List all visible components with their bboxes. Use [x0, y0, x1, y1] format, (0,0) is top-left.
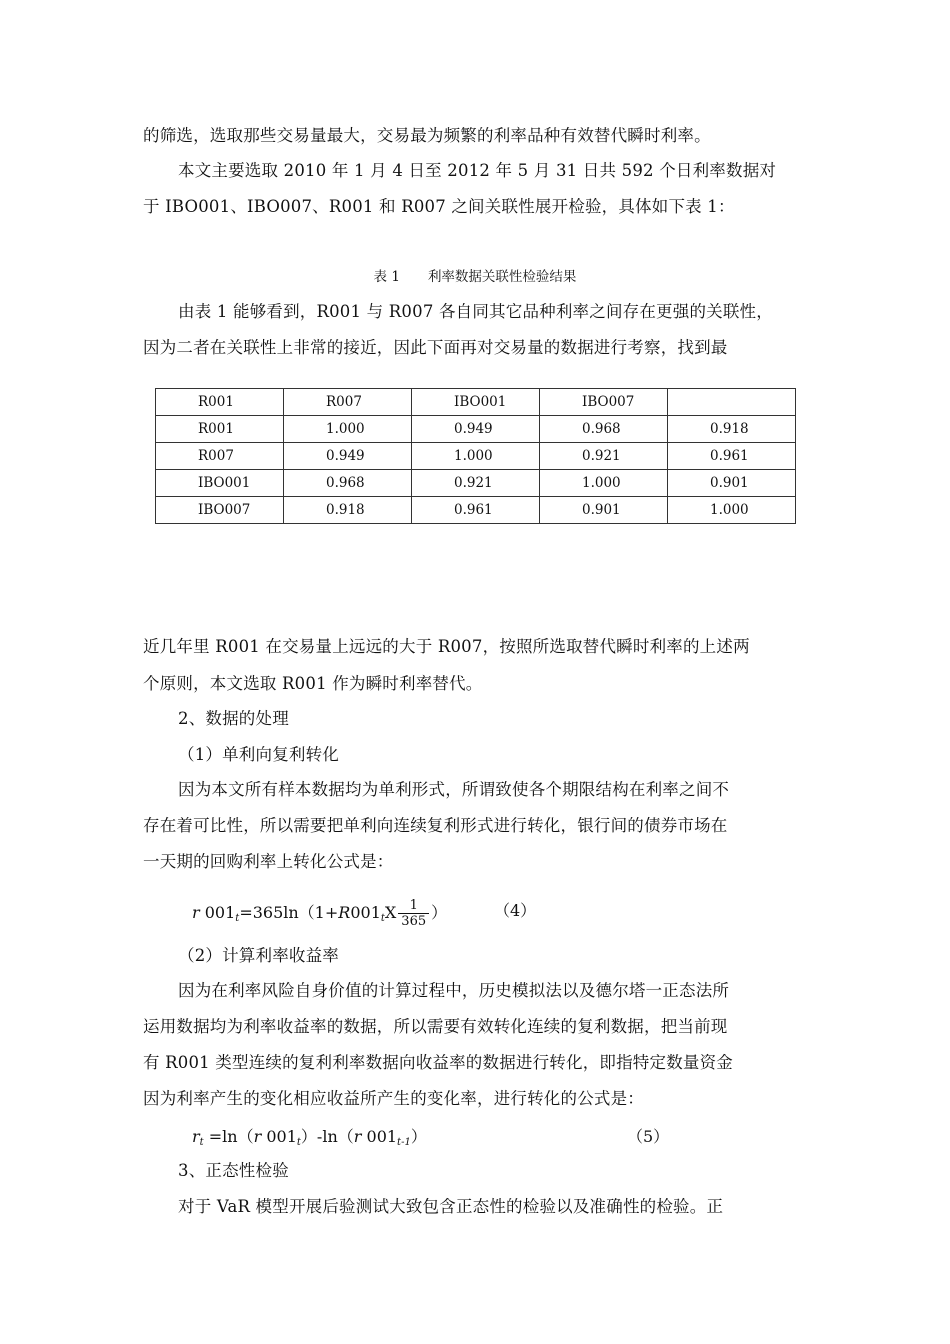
- table-cell: 1.000: [668, 497, 796, 524]
- formula-4: [192, 898, 447, 929]
- table-cell: 0.921: [540, 443, 668, 470]
- formula-text: =365ln（1+: [239, 903, 339, 922]
- formula-text: ）: [410, 1127, 427, 1146]
- paragraph-line: 本文主要选取 2010 年 1 月 4 日至 2012 年 5 月 31 日共 592 个日利率数据对: [178, 161, 777, 180]
- formula-var: r: [192, 1127, 200, 1146]
- fraction-numerator: 1: [398, 898, 429, 914]
- table-cell: 0.921: [412, 470, 540, 497]
- table-cell: 0.918: [668, 416, 796, 443]
- table-cell: IBO001: [156, 470, 284, 497]
- table-caption-number: 表 1: [373, 269, 400, 285]
- table-row: [156, 443, 796, 470]
- paragraph-line: 对于 VaR 模型开展后验测试大致包含正态性的检验以及准确性的检验。正: [178, 1197, 724, 1216]
- table-header-cell: R001: [156, 389, 284, 416]
- formula-var: R: [338, 903, 351, 922]
- table-cell: 0.901: [668, 470, 796, 497]
- subsection-heading: （1）单利向复利转化: [178, 745, 339, 764]
- subsection-heading: （2）计算利率收益率: [178, 946, 339, 965]
- table-caption-title: 利率数据关联性检验结果: [427, 269, 577, 285]
- table-cell: IBO007: [156, 497, 284, 524]
- formula-sub: t: [235, 913, 240, 924]
- section-heading: 2、数据的处理: [178, 709, 289, 728]
- table-row: [156, 497, 796, 524]
- table-cell: 0.949: [284, 443, 412, 470]
- paragraph-line: 于 IBO001、IBO007、R001 和 R007 之间关联性展开检验，具体如下表 1：: [143, 197, 735, 216]
- formula-text: ）: [431, 903, 448, 922]
- paragraph-line: 的筛选，选取那些交易量最大，交易最为频繁的利率品种有效替代瞬时利率。: [143, 126, 711, 145]
- table-cell: R001: [156, 416, 284, 443]
- formula-text: ）-ln（: [300, 1127, 354, 1146]
- formula-var: r: [192, 903, 200, 922]
- paragraph-line: 存在着可比性，所以需要把单利向连续复利形式进行转化，银行间的债券市场在: [143, 816, 728, 835]
- formula-text: 001: [361, 1127, 398, 1146]
- formula-5: [192, 1126, 427, 1148]
- section-heading: 3、正态性检验: [178, 1161, 289, 1180]
- formula-text: 001: [199, 903, 236, 922]
- formula-fraction: [398, 898, 429, 929]
- table-header-cell: IBO007: [540, 389, 668, 416]
- paragraph-line: 由表 1 能够看到，R001 与 R007 各自同其它品种利率之间存在更强的关联性，: [178, 302, 773, 321]
- formula-text: 001: [350, 903, 381, 922]
- paragraph-line: 因为本文所有样本数据均为单利形式，所谓致使各个期限结构在利率之间不: [178, 780, 730, 799]
- table-cell: 0.901: [540, 497, 668, 524]
- correlation-table: [155, 388, 796, 524]
- table-cell: 1.000: [412, 443, 540, 470]
- formula-var: r: [353, 1127, 362, 1146]
- formula-text: =ln（: [203, 1127, 254, 1146]
- table-cell: 1.000: [540, 470, 668, 497]
- formula-sub: t: [380, 913, 385, 924]
- formula-sub: t: [296, 1137, 301, 1148]
- paragraph-line: 个原则，本文选取 R001 作为瞬时利率替代。: [143, 674, 483, 693]
- table-header-cell: R007: [284, 389, 412, 416]
- table-row: [156, 416, 796, 443]
- paragraph-line: 因为在利率风险自身价值的计算过程中，历史模拟法以及德尔塔一正态法所: [178, 981, 730, 1000]
- table-cell: 0.968: [540, 416, 668, 443]
- table-row: [156, 470, 796, 497]
- table-cell: 0.968: [284, 470, 412, 497]
- paragraph-line: 因为二者在关联性上非常的接近，因此下面再对交易量的数据进行考察，找到最: [143, 338, 728, 357]
- formula-var: r: [253, 1127, 262, 1146]
- paragraph-line: 有 R001 类型连续的复利利率数据向收益率的数据进行转化，即指特定数量资金: [143, 1053, 734, 1072]
- formula-sub: t-1: [397, 1137, 411, 1148]
- paragraph-line: 运用数据均为利率收益率的数据，所以需要有效转化连续的复利数据，把当前现: [143, 1017, 728, 1036]
- formula-number: （5）: [627, 1127, 670, 1146]
- paragraph-line: 因为利率产生的变化相应收益所产生的变化率，进行转化的公式是：: [143, 1089, 644, 1108]
- table-cell: 0.949: [412, 416, 540, 443]
- formula-sub: t: [199, 1137, 204, 1148]
- paragraph-line: 一天期的回购利率上转化公式是：: [143, 852, 394, 871]
- table-cell: 0.961: [412, 497, 540, 524]
- paragraph-line: 近几年里 R001 在交易量上远远的大于 R007，按照所选取替代瞬时利率的上述两: [143, 637, 750, 656]
- table-cell: 0.961: [668, 443, 796, 470]
- formula-text: X: [384, 903, 397, 922]
- formula-text: 001: [261, 1127, 297, 1146]
- table-cell: 0.918: [284, 497, 412, 524]
- table-header-cell: IBO001: [412, 389, 540, 416]
- table-caption: [0, 267, 950, 287]
- table-header-cell: [668, 389, 796, 416]
- table-cell: 1.000: [284, 416, 412, 443]
- fraction-denominator: 365: [401, 914, 427, 929]
- formula-number: （4）: [494, 901, 537, 920]
- table-header-row: [156, 389, 796, 416]
- table-cell: R007: [156, 443, 284, 470]
